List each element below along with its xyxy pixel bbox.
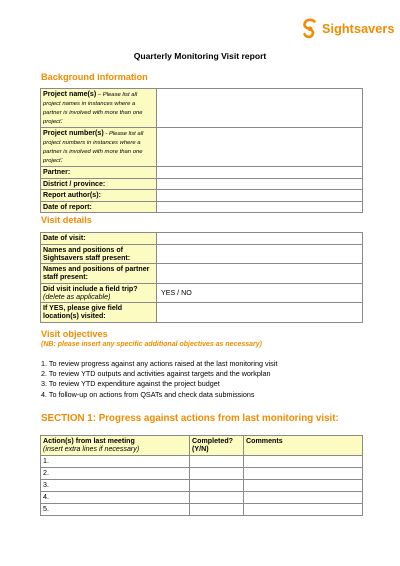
table-row	[41, 491, 363, 503]
action-cell[interactable]: 4.	[41, 491, 190, 503]
partner-staff-field[interactable]	[157, 264, 363, 284]
visit-details-heading: Visit details	[41, 215, 92, 225]
report-date-label: Date of report:	[41, 201, 157, 213]
project-names-field[interactable]	[157, 89, 363, 128]
table-row	[41, 89, 363, 128]
action-column-header: Action(s) from last meeting (insert extra lines if necessary)	[41, 436, 190, 456]
action-cell[interactable]: 3.	[41, 479, 190, 491]
comments-column-header: Comments	[244, 436, 363, 456]
comments-cell[interactable]	[244, 467, 363, 479]
partner-staff-label: Names and positions of partner staff present:	[41, 264, 157, 284]
action-cell[interactable]: 5.	[41, 503, 190, 515]
table-row	[41, 167, 363, 179]
actions-table	[40, 435, 363, 516]
visit-date-label: Date of visit:	[41, 233, 157, 245]
district-field[interactable]	[157, 178, 363, 190]
field-location-field[interactable]	[157, 303, 363, 323]
completed-cell[interactable]	[190, 491, 244, 503]
table-row	[41, 264, 363, 284]
completed-cell[interactable]	[190, 455, 244, 467]
table-row	[41, 244, 363, 264]
comments-cell[interactable]	[244, 479, 363, 491]
partner-field[interactable]	[157, 167, 363, 179]
sightsavers-staff-label: Names and positions of Sightsavers staff present:	[41, 244, 157, 264]
comments-cell[interactable]	[244, 491, 363, 503]
action-cell[interactable]: 1.	[41, 455, 190, 467]
list-item: 1. To review progress against any actions raised at the last monitoring visit	[41, 359, 278, 368]
completed-cell[interactable]	[190, 503, 244, 515]
table-row	[41, 178, 363, 190]
field-location-label: If YES, please give field location(s) visited:	[41, 303, 157, 323]
background-heading: Background information	[41, 72, 148, 82]
field-trip-label: Did visit include a field trip? (delete as applicable)	[41, 283, 157, 303]
action-cell[interactable]: 2.	[41, 467, 190, 479]
comments-cell[interactable]	[244, 503, 363, 515]
table-row	[41, 303, 363, 323]
table-row	[41, 455, 363, 467]
visit-objectives-heading: Visit objectives	[41, 329, 108, 339]
table-header-row	[41, 436, 363, 456]
table-row	[41, 479, 363, 491]
table-row	[41, 467, 363, 479]
partner-label: Partner:	[41, 167, 157, 179]
field-trip-field[interactable]: YES / NO	[157, 283, 363, 303]
table-row	[41, 283, 363, 303]
report-authors-label: Report author(s):	[41, 190, 157, 202]
project-numbers-field[interactable]	[157, 128, 363, 167]
table-row	[41, 503, 363, 515]
table-row	[41, 190, 363, 202]
report-date-field[interactable]	[157, 201, 363, 213]
objectives-list	[41, 359, 277, 400]
comments-cell[interactable]	[244, 455, 363, 467]
list-item: 3. To review YTD expenditure against the project budget	[41, 379, 220, 389]
report-authors-field[interactable]	[157, 190, 363, 202]
visit-details-table	[40, 232, 363, 323]
table-row	[41, 128, 363, 167]
table-row	[41, 201, 363, 213]
sightsavers-logo	[302, 17, 395, 41]
sightsavers-staff-field[interactable]	[157, 244, 363, 264]
table-row	[41, 233, 363, 245]
completed-cell[interactable]	[190, 479, 244, 491]
brand-name: Sightsavers	[322, 22, 395, 36]
sightsavers-logo-icon	[302, 18, 319, 40]
project-names-label: Project name(s) – Please list all project names in instances where a partner is involved with more than one project:	[41, 89, 157, 128]
section1-heading: SECTION 1: Progress against actions from last monitoring visit:	[41, 413, 339, 424]
completed-cell[interactable]	[190, 467, 244, 479]
district-label: District / province:	[41, 178, 157, 190]
background-table	[40, 88, 363, 213]
document-title: Quarterly Monitoring Visit report	[133, 51, 267, 61]
list-item: 4. To follow-up on actions from QSATs and check data submissions	[41, 389, 255, 399]
project-numbers-label: Project number(s) - Please list all project numbers in instances where a partner is involved with more than one project:	[41, 128, 157, 167]
visit-date-field[interactable]	[157, 233, 363, 245]
objectives-note: (NB: please insert any specific additional objectives as necessary)	[41, 341, 262, 348]
completed-column-header: Completed? (Y/N)	[190, 436, 244, 456]
list-item: 2. To review YTD outputs and activities against targets and the workplan	[41, 369, 271, 379]
